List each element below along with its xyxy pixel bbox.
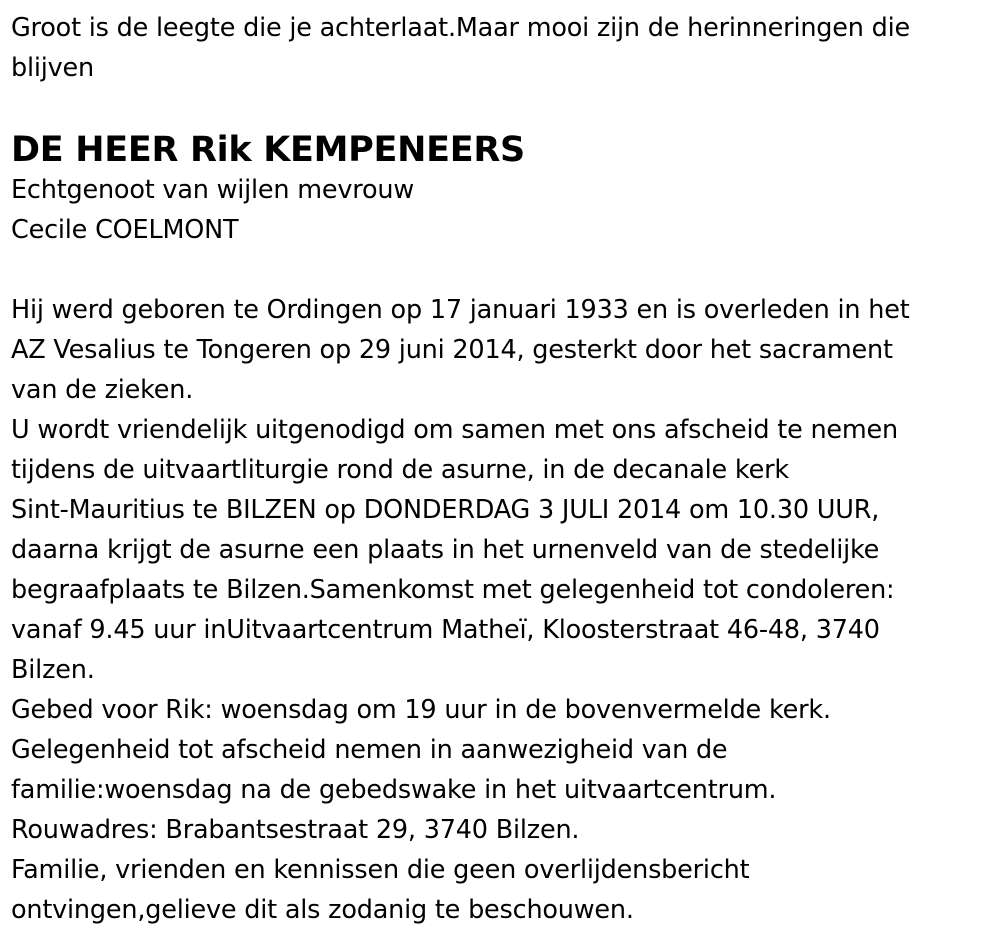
deceased-name: DE HEER Rik KEMPENEERS (11, 130, 525, 170)
notice-body (11, 290, 990, 930)
body-line: Sint-Mauritius te BILZEN op DONDERDAG 3 JULI 2014 om 10.30 UUR, (11, 495, 880, 525)
quote-line: Groot is de leegte die je achterlaat.Maar mooi zijn de herinneringen die (11, 13, 910, 43)
spouse-info (11, 170, 990, 250)
body-line: vanaf 9.45 uur inUitvaartcentrum Matheï, Kloosterstraat 46-48, 3740 (11, 615, 880, 645)
body-line: ontvingen,gelieve dit als zodanig te beschouwen. (11, 895, 634, 925)
spouse-line: Echtgenoot van wijlen mevrouw (11, 175, 415, 205)
body-line: daarna krijgt de asurne een plaats in het urnenveld van de stedelijke (11, 535, 880, 565)
body-line: Hij werd geboren te Ordingen op 17 januari 1933 en is overleden in het (11, 295, 910, 325)
quote-line: blijven (11, 53, 94, 83)
body-line: U wordt vriendelijk uitgenodigd om samen met ons afscheid te nemen (11, 415, 899, 445)
body-line: Bilzen. (11, 655, 95, 685)
body-line: van de zieken. (11, 375, 194, 405)
memorial-quote (11, 8, 990, 88)
body-line: tijdens de uitvaartliturgie rond de asurne, in de decanale kerk (11, 455, 789, 485)
body-line: begraafplaats te Bilzen.Samenkomst met gelegenheid tot condoleren: (11, 575, 895, 605)
body-line: Rouwadres: Brabantsestraat 29, 3740 Bilzen. (11, 815, 580, 845)
body-line: Gebed voor Rik: woensdag om 19 uur in de bovenvermelde kerk. (11, 695, 831, 725)
body-line: Gelegenheid tot afscheid nemen in aanwezigheid van de (11, 735, 728, 765)
body-line: AZ Vesalius te Tongeren op 29 juni 2014, gesterkt door het sacrament (11, 335, 893, 365)
body-line: Familie, vrienden en kennissen die geen overlijdensbericht (11, 855, 750, 885)
body-line: familie:woensdag na de gebedswake in het uitvaartcentrum. (11, 775, 777, 805)
spouse-line: Cecile COELMONT (11, 215, 239, 245)
